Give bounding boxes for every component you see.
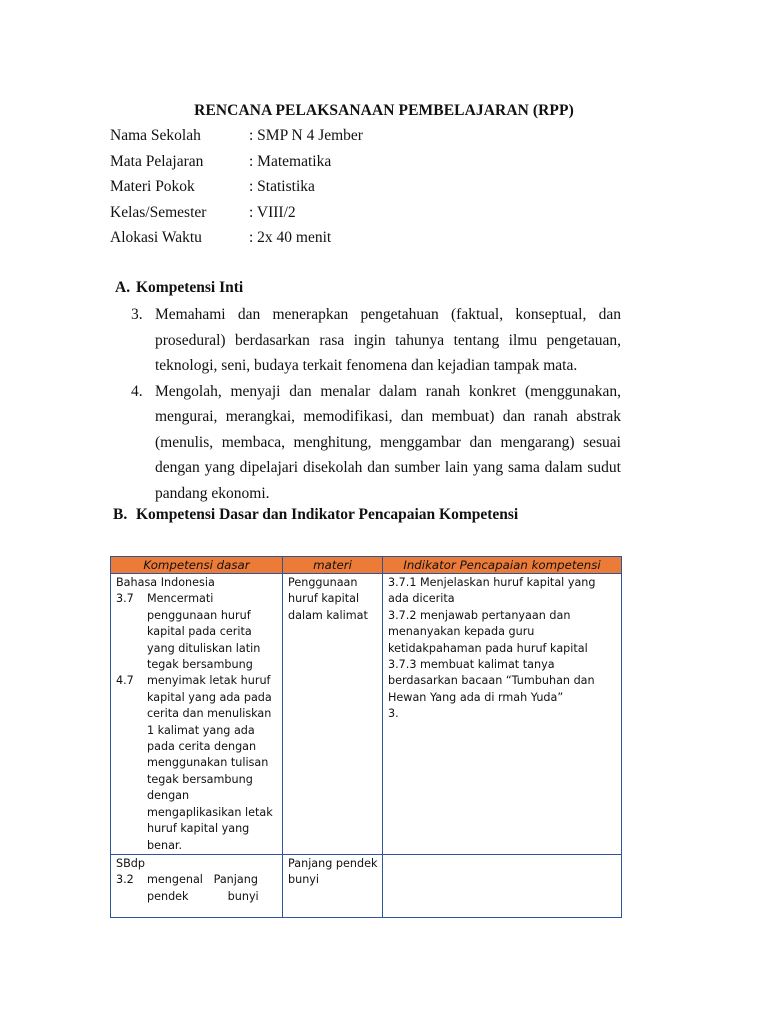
materi-cell bbox=[283, 854, 383, 917]
kd-item bbox=[116, 872, 278, 905]
indikator-item: 3.7.3 membuat kalimat tanya berdasarkan bacaan “Tumbuhan dan Hewan Yang ada di rmah Yuda” bbox=[388, 658, 595, 704]
identity-row-class bbox=[110, 204, 363, 230]
kd-number: 3.7 bbox=[116, 592, 134, 606]
materi-text: Penggunaan huruf kapital dalam kalimat bbox=[288, 576, 368, 622]
identity-value: : 2x 40 menit bbox=[249, 229, 332, 246]
subject-name: SBdp bbox=[116, 856, 145, 870]
list-item-text: Memahami dan menerapkan pengetahuan (faktual, konseptual, dan prosedural) berdasarkan rasa ingin tahunya tentang ilmu pengetauan, teknologi, seni, budaya terkait fenomena dan kejadian tampak mata. bbox=[155, 306, 621, 374]
identity-value: : Matematika bbox=[249, 152, 332, 170]
subject-name: Bahasa Indonesia bbox=[116, 576, 215, 589]
column-header-indikator: Indikator Pencapaian kompetensi bbox=[383, 557, 622, 574]
document-title: RENCANA PELAKSANAAN PEMBELAJARAN (RPP) bbox=[194, 102, 574, 119]
kd-text: menyimak letak huruf kapital yang ada pada cerita dan menuliskan 1 kalimat yang ada pada cerita dengan menggunakan tulisan tegak bersambung dengan mengaplikasikan letak huruf kapital yang benar. bbox=[147, 674, 273, 852]
section-b-title: Kompetensi Dasar dan Indikator Pencapaian Kompetensi bbox=[136, 506, 519, 523]
identity-label: Mata Pelajaran bbox=[110, 152, 204, 170]
materi-text: Panjang pendek bunyi bbox=[288, 856, 378, 887]
core-competence-list bbox=[131, 302, 621, 506]
identity-label: Materi Pokok bbox=[110, 178, 195, 195]
identity-row-topic bbox=[110, 178, 363, 204]
materi-cell bbox=[283, 574, 383, 855]
identity-block bbox=[110, 127, 363, 255]
identity-row-school bbox=[110, 127, 363, 153]
indikator-item: 3.7.1 Menjelaskan huruf kapital yang ada dicerita bbox=[388, 576, 596, 606]
list-item bbox=[131, 302, 621, 379]
kd-item bbox=[116, 591, 278, 673]
kd-text: Mencermati penggunaan huruf kapital pada cerita yang dituliskan latin tegak bersambung bbox=[147, 592, 261, 672]
section-a-title: Kompetensi Inti bbox=[136, 279, 244, 296]
identity-value: : VIII/2 bbox=[249, 203, 296, 221]
section-a-marker: A. bbox=[115, 279, 131, 296]
indikator-cell bbox=[383, 574, 622, 855]
identity-label: Kelas/Semester bbox=[110, 203, 207, 221]
indikator-item: 3. bbox=[388, 707, 399, 721]
list-item bbox=[131, 379, 621, 507]
competence-table bbox=[110, 556, 622, 918]
list-item-number: 4. bbox=[131, 382, 143, 400]
section-a-heading bbox=[115, 279, 243, 297]
kd-text: mengenal Panjang pendek bunyi bbox=[147, 873, 262, 903]
indikator-cell bbox=[383, 854, 622, 917]
identity-row-time bbox=[110, 229, 363, 255]
list-item-text: Mengolah, menyaji dan menalar dalam ranah konkret (menggunakan, mengurai, merangkai, memodifikasi, dan membuat) dan ranah abstrak (menulis, membaca, menghitung, menggambar dan mengarang) sesuai dengan yang dipelajari disekolah dan sumber lain yang sama dalam sudut pandang ekonomi. bbox=[155, 382, 621, 502]
table-header-row bbox=[111, 557, 622, 574]
list-item-number: 3. bbox=[131, 306, 143, 323]
section-b-heading bbox=[113, 506, 518, 524]
table-row bbox=[111, 854, 622, 917]
identity-label: Nama Sekolah bbox=[110, 127, 201, 144]
identity-value: : Statistika bbox=[249, 178, 315, 195]
identity-row-subject bbox=[110, 153, 363, 179]
indikator-item: 3.7.2 menjawab pertanyaan dan menanyakan kepada guru ketidakpahaman pada huruf kapital bbox=[388, 608, 588, 655]
column-header-kd: Kompetensi dasar bbox=[111, 557, 283, 574]
kd-cell bbox=[111, 854, 283, 917]
kd-number: 3.2 bbox=[116, 873, 134, 887]
column-header-materi: materi bbox=[283, 557, 383, 574]
table-row bbox=[111, 574, 622, 855]
identity-value: : SMP N 4 Jember bbox=[249, 127, 363, 144]
section-b-marker: B. bbox=[113, 506, 128, 523]
kd-number: 4.7 bbox=[116, 674, 134, 688]
kd-item bbox=[116, 673, 278, 853]
identity-label: Alokasi Waktu bbox=[110, 229, 202, 246]
kd-cell bbox=[111, 574, 283, 855]
